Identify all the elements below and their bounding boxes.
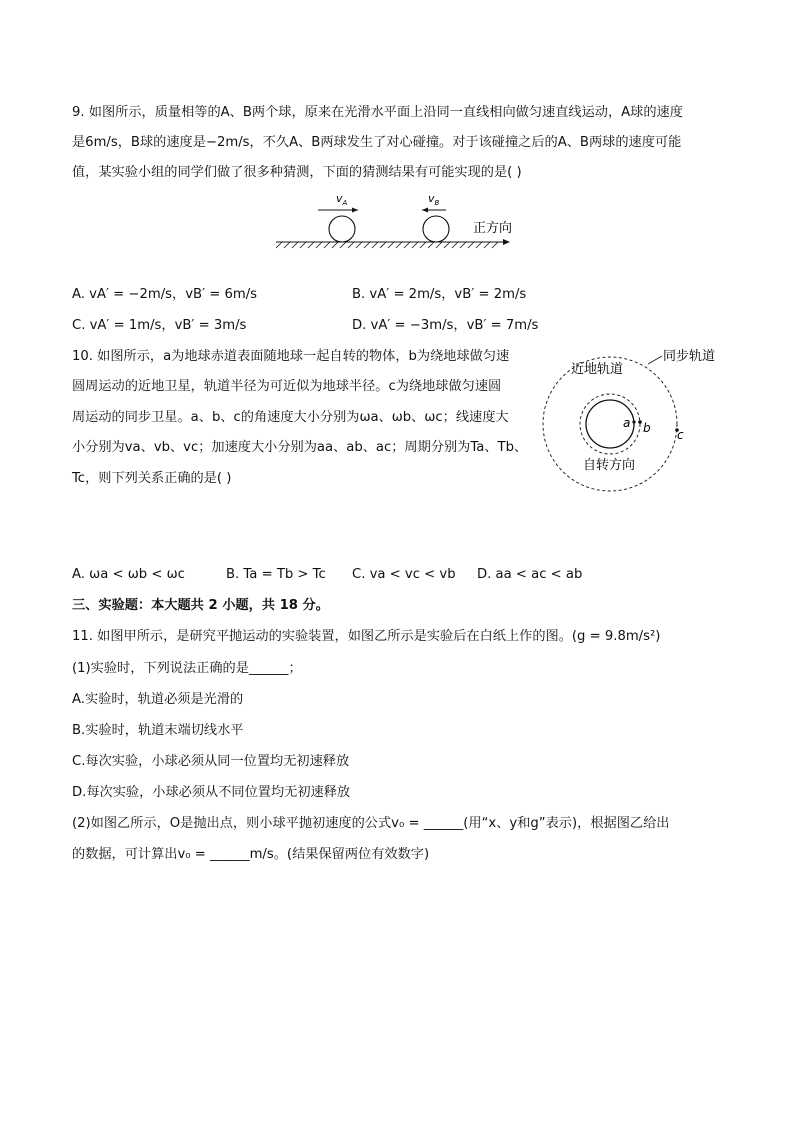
q9-option-d[interactable]: D. vA′ = −3m/s，vB′ = 7m/s bbox=[352, 318, 539, 333]
q11-part-2-line-2: 的数据，可计算出v₀ = ______m/s。(结果保留两位有效数字) bbox=[72, 847, 430, 862]
q9-option-a[interactable]: A. vA′ = −2m/s，vB′ = 6m/s bbox=[72, 287, 258, 302]
q11-option-d[interactable]: D.每次实验，小球必须从不同位置均无初速释放 bbox=[72, 785, 351, 800]
q9-option-c[interactable]: C. vA′ = 1m/s，vB′ = 3m/s bbox=[72, 318, 247, 333]
q10-option-a[interactable]: A. ωa < ωb < ωc bbox=[72, 567, 185, 582]
q9-line-2: 是6m/s，B球的速度是−2m/s，不久A、B两球发生了对心碰撞。对于该碰撞之后的A、B两球的速度可能 bbox=[72, 135, 682, 150]
ball-a bbox=[329, 216, 355, 242]
satellite-b-dot bbox=[638, 420, 642, 424]
q10-line-2: 圆周运动的近地卫星，轨道半径为可近似为地球半径。c为绕地球做匀速圆 bbox=[72, 379, 502, 394]
vb-label: $v_B$ bbox=[428, 192, 440, 207]
vb-arrowhead bbox=[422, 208, 428, 213]
q10-line-5: Tc，则下列关系正确的是( ) bbox=[72, 471, 232, 486]
q10-line-3: 周运动的同步卫星。a、b、c的角速度大小分别为ωa、ωb、ωc；线速度大 bbox=[72, 410, 509, 425]
direction-arrowhead bbox=[503, 239, 510, 245]
q11-option-a[interactable]: A.实验时，轨道必须是光滑的 bbox=[72, 692, 244, 707]
near-orbit-label: 近地轨道 bbox=[571, 362, 624, 377]
q10-option-b[interactable]: B. Ta = Tb > Tc bbox=[226, 567, 326, 582]
rotation-label: 自转方向 bbox=[583, 458, 636, 473]
q11-line-1: 11. 如图甲所示，是研究平抛运动的实验装置，如图乙所示是实验后在白纸上作的图。(g = 9.8m/s²) bbox=[72, 629, 661, 644]
satellite-c-label: c bbox=[677, 428, 684, 442]
q11-part-1: (1)实验时，下列说法正确的是______； bbox=[72, 661, 302, 676]
q11-option-c[interactable]: C.每次实验，小球必须从同一位置均无初速释放 bbox=[72, 754, 350, 769]
q10-orbit-figure bbox=[538, 342, 728, 492]
sync-orbit-leader bbox=[648, 356, 662, 364]
sync-orbit-label: 同步轨道 bbox=[663, 349, 716, 364]
ground-hatch bbox=[276, 242, 498, 248]
q10-line-4: 小分别为va、vb、vc；加速度大小分别为aa、ab、ac；周期分别为Ta、Tb、 bbox=[72, 440, 528, 455]
va-arrowhead bbox=[352, 208, 358, 213]
near-orbit bbox=[580, 394, 640, 454]
q10-option-d[interactable]: D. aa < ac < ab bbox=[477, 567, 583, 582]
q9-figure bbox=[270, 188, 530, 254]
object-a-label: a bbox=[623, 416, 631, 430]
direction-label: 正方向 bbox=[473, 221, 513, 236]
object-a-dot bbox=[632, 420, 635, 423]
va-label: $v_A$ bbox=[336, 192, 348, 207]
q10-option-c[interactable]: C. va < vc < vb bbox=[352, 567, 456, 582]
q11-part-2-line-1: (2)如图乙所示，O是抛出点，则小球平抛初速度的公式v₀ = ______(用“x、y和g”表示)，根据图乙给出 bbox=[72, 816, 670, 831]
q10-line-1: 10. 如图所示，a为地球赤道表面随地球一起自转的物体，b为绕地球做匀速 bbox=[72, 349, 510, 364]
ball-b bbox=[423, 216, 449, 242]
satellite-b-label: b bbox=[643, 421, 651, 435]
section-3-title: 三、实验题：本大题共 2 小题，共 18 分。 bbox=[72, 598, 329, 613]
q9-option-b[interactable]: B. vA′ = 2m/s，vB′ = 2m/s bbox=[352, 287, 527, 302]
q9-line-1: 9. 如图所示，质量相等的A、B两个球，原来在光滑水平面上沿同一直线相向做匀速直线运动，A球的速度 bbox=[72, 105, 683, 120]
q11-option-b[interactable]: B.实验时，轨道末端切线水平 bbox=[72, 723, 244, 738]
q9-line-3: 值，某实验小组的同学们做了很多种猜测，下面的猜测结果有可能实现的是( ) bbox=[72, 165, 522, 180]
